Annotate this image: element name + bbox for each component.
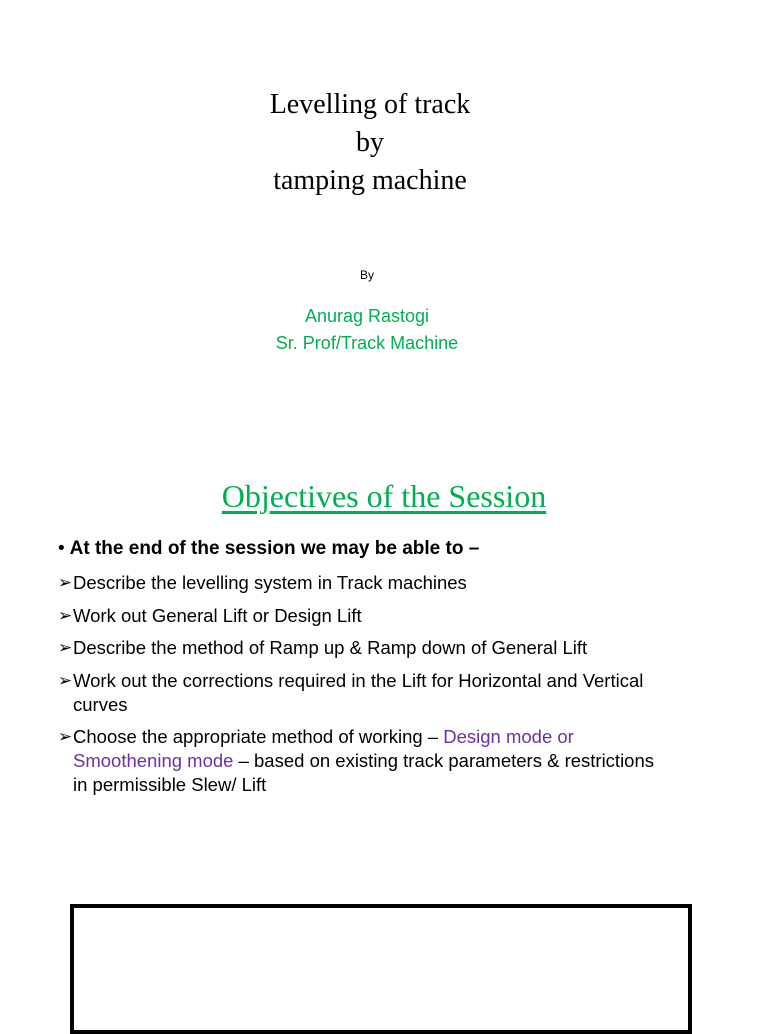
title-line-1: Levelling of track xyxy=(269,89,471,120)
objective-text: Work out General Lift or Design Lift xyxy=(73,604,362,626)
objective-text: Work out the corrections required in the Lift for Horizontal and Vertical curves xyxy=(73,669,644,715)
arrow-bullet-icon: ➢ xyxy=(58,573,73,592)
objective-item xyxy=(58,636,658,660)
objectives-list xyxy=(58,571,658,806)
author-block xyxy=(0,303,734,357)
arrow-bullet-icon: ➢ xyxy=(58,670,73,690)
author-name: Anurag Rastogi xyxy=(304,306,430,326)
arrow-bullet-icon: ➢ xyxy=(58,727,73,746)
title-slide xyxy=(0,0,768,400)
objective-text-after: – based on existing track parameters & restrictions in permissible Slew/ Lift xyxy=(73,750,655,795)
objective-item xyxy=(58,571,658,595)
objective-text: Describe the method of Ramp up & Ramp down of General Lift xyxy=(73,637,588,658)
objectives-slide xyxy=(0,470,768,830)
arrow-bullet-icon: ➢ xyxy=(58,605,73,625)
presentation-title xyxy=(0,86,740,200)
title-line-2: by xyxy=(356,127,384,158)
objective-item xyxy=(58,604,658,628)
objectives-intro xyxy=(58,538,479,560)
author-designation: Sr. Prof/Track Machine xyxy=(275,333,459,353)
arrow-bullet-icon: ➢ xyxy=(58,638,73,657)
objective-text: Describe the levelling system in Track machines xyxy=(73,572,467,593)
objective-text-before: Choose the appropriate method of working – xyxy=(73,726,444,747)
next-slide-frame xyxy=(70,904,692,1034)
by-label: By xyxy=(359,268,374,282)
objective-item xyxy=(58,725,658,797)
intro-text: At the end of the session we may be able to – xyxy=(69,538,480,559)
objective-highlight: Design mode or Smoothening mode xyxy=(73,726,574,771)
bullet-icon: • xyxy=(58,538,65,559)
objectives-heading: Objectives of the Session xyxy=(221,478,547,514)
title-line-3: tamping machine xyxy=(273,165,467,196)
objective-item xyxy=(58,669,658,717)
